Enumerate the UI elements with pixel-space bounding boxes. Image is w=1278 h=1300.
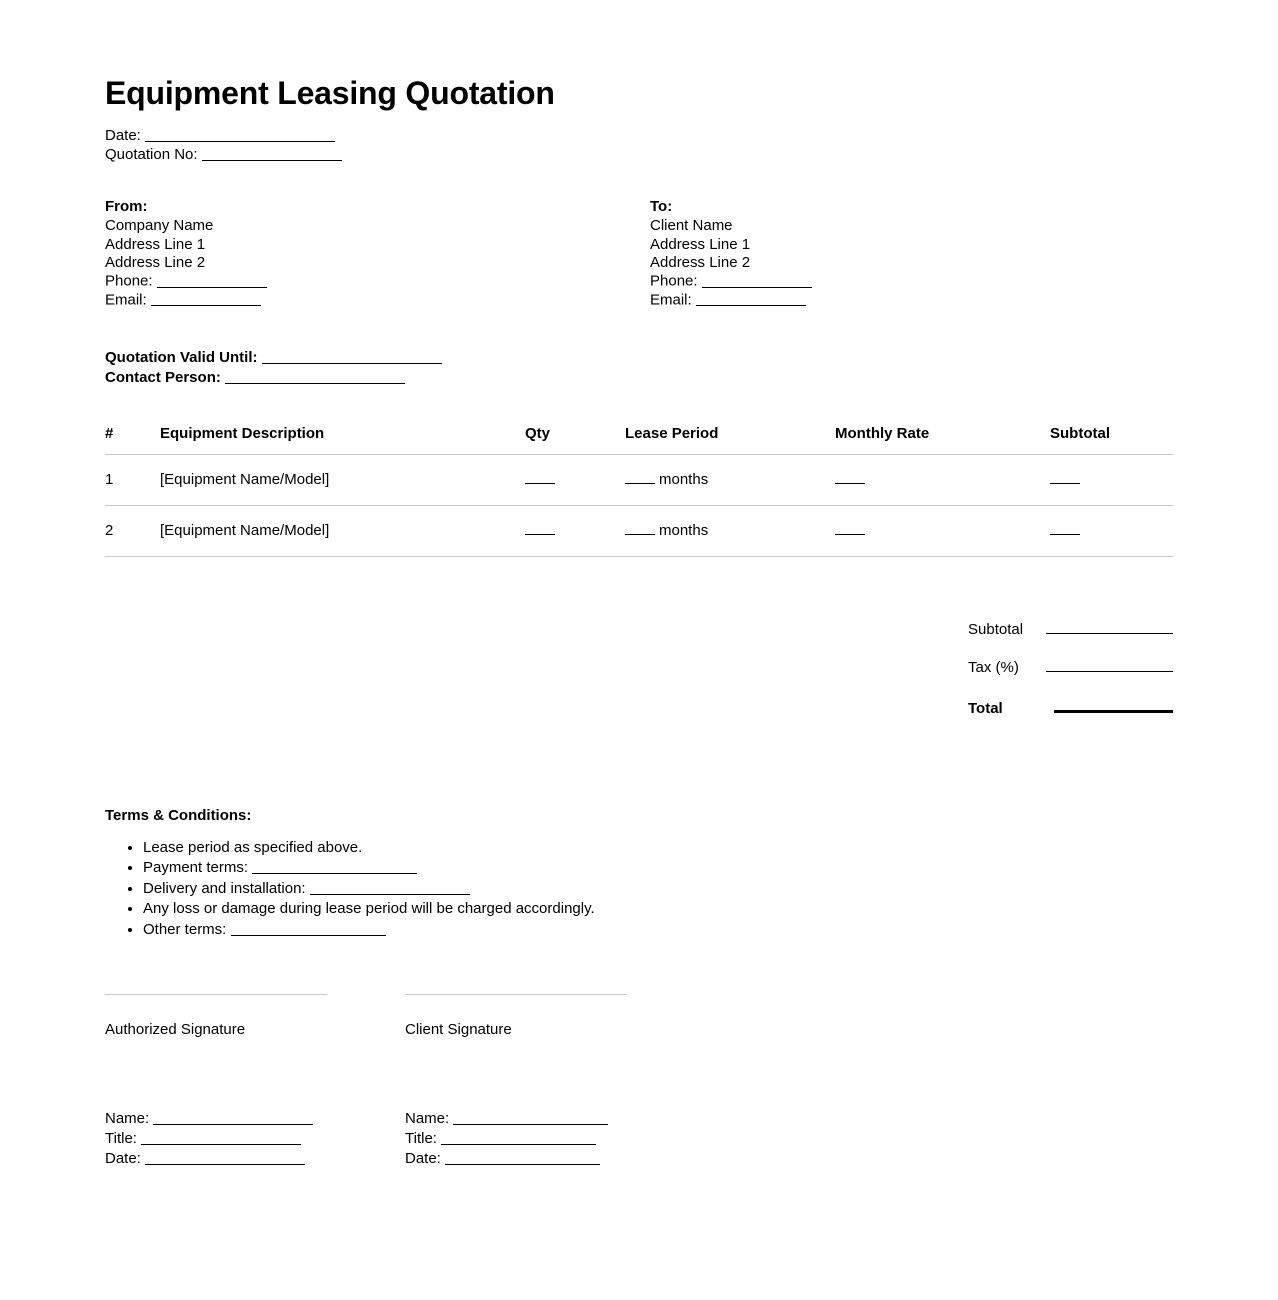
- row-description-cell[interactable]: [Equipment Name/Model]: [160, 506, 525, 557]
- client-signature-block: [405, 994, 627, 1038]
- column-header-monthly-rate: Monthly Rate: [835, 425, 1050, 455]
- row-lease-period-cell[interactable]: [625, 506, 835, 557]
- to-phone-row: [650, 272, 812, 291]
- row-number-cell: 2: [105, 506, 160, 557]
- valid-until-blank[interactable]: [262, 349, 442, 364]
- quotation-no-field-row: [105, 145, 1173, 164]
- from-company: Company Name: [105, 217, 214, 235]
- terms-list: [105, 838, 1173, 940]
- contact-person-blank[interactable]: [225, 368, 405, 383]
- column-header-subtotal: Subtotal: [1050, 425, 1173, 455]
- list-item: [143, 920, 1173, 940]
- contact-person-row: [105, 368, 1173, 388]
- from-address-line-1: Address Line 1: [105, 235, 206, 253]
- table-row: [105, 455, 1173, 506]
- terms-section: [105, 807, 1173, 940]
- term-text: Delivery and installation:: [143, 879, 306, 897]
- document-meta: [105, 126, 1173, 164]
- lease-period-unit: months: [659, 471, 709, 489]
- authorized-title-label: Title:: [105, 1130, 137, 1148]
- term-text: Other terms:: [143, 920, 227, 938]
- parties-section: [105, 198, 1173, 318]
- term-text: Lease period as specified above.: [143, 838, 363, 856]
- to-phone-label: Phone:: [650, 272, 698, 290]
- client-title-row: [405, 1129, 608, 1149]
- date-input-blank[interactable]: [145, 127, 335, 142]
- subtotal-blank[interactable]: [1050, 525, 1080, 535]
- row-lease-period-cell[interactable]: [625, 455, 835, 506]
- tax-row: [968, 658, 1173, 677]
- authorized-title-row: [105, 1129, 313, 1149]
- column-header-qty: Qty: [525, 425, 625, 455]
- subtotal-row: [968, 619, 1173, 638]
- column-header-number: #: [105, 425, 160, 455]
- tax-label: Tax (%): [968, 659, 1019, 677]
- row-monthly-rate-cell[interactable]: [835, 455, 1050, 506]
- row-description-cell[interactable]: [Equipment Name/Model]: [160, 455, 525, 506]
- client-signature-details: [405, 1109, 608, 1169]
- to-email-row: [650, 291, 812, 310]
- term-text: Any loss or damage during lease period will be charged accordingly.: [143, 900, 595, 918]
- subtotal-label: Subtotal: [968, 620, 1024, 638]
- from-heading: From:: [105, 198, 148, 216]
- client-name-row: [405, 1109, 608, 1129]
- signatures-section: [105, 994, 1173, 1054]
- client-name-label: Name:: [405, 1110, 450, 1128]
- lease-period-unit: months: [659, 522, 709, 540]
- authorized-title-blank[interactable]: [141, 1130, 301, 1145]
- row-qty-cell[interactable]: [525, 506, 625, 557]
- list-item: [143, 899, 1173, 919]
- row-number-cell: 1: [105, 455, 160, 506]
- list-item: [143, 838, 1173, 858]
- grand-total-row: [968, 696, 1173, 717]
- table-row: [105, 506, 1173, 557]
- lease-period-blank[interactable]: [625, 474, 655, 484]
- from-phone-blank[interactable]: [157, 272, 267, 287]
- contact-person-label: Contact Person:: [105, 368, 221, 386]
- quotation-no-input-blank[interactable]: [202, 146, 342, 161]
- to-email-blank[interactable]: [696, 291, 806, 306]
- date-label: Date:: [105, 126, 141, 144]
- totals-section: [105, 619, 1173, 717]
- quotation-no-label: Quotation No:: [105, 145, 198, 163]
- authorized-date-label: Date:: [105, 1150, 141, 1168]
- authorized-name-label: Name:: [105, 1110, 150, 1128]
- client-date-blank[interactable]: [445, 1150, 600, 1165]
- total-value-blank[interactable]: [1054, 696, 1173, 713]
- date-field-row: [105, 126, 1173, 145]
- row-monthly-rate-cell[interactable]: [835, 506, 1050, 557]
- authorized-date-blank[interactable]: [145, 1150, 305, 1165]
- signature-details-section: [105, 1109, 1173, 1179]
- terms-heading: Terms & Conditions:: [105, 806, 252, 824]
- subtotal-blank[interactable]: [1050, 474, 1080, 484]
- client-title-blank[interactable]: [441, 1130, 596, 1145]
- from-block: [105, 198, 267, 309]
- monthly-rate-blank[interactable]: [835, 525, 865, 535]
- qty-blank[interactable]: [525, 525, 555, 535]
- delivery-installation-blank[interactable]: [310, 879, 470, 894]
- from-address-line-2: Address Line 2: [105, 254, 206, 272]
- column-header-description: Equipment Description: [160, 425, 525, 455]
- authorized-signature-block: [105, 994, 327, 1038]
- authorized-name-blank[interactable]: [153, 1110, 313, 1125]
- validity-section: [105, 348, 1173, 387]
- from-email-blank[interactable]: [151, 291, 261, 306]
- client-name-blank[interactable]: [453, 1110, 608, 1125]
- list-item: [143, 879, 1173, 899]
- authorized-signature-line[interactable]: [105, 994, 327, 995]
- from-email-label: Email:: [105, 291, 147, 309]
- authorized-name-row: [105, 1109, 313, 1129]
- row-qty-cell[interactable]: [525, 455, 625, 506]
- client-date-label: Date:: [405, 1150, 441, 1168]
- row-subtotal-cell[interactable]: [1050, 506, 1173, 557]
- column-header-lease-period: Lease Period: [625, 425, 835, 455]
- other-terms-blank[interactable]: [231, 920, 386, 935]
- client-date-row: [405, 1149, 608, 1169]
- subtotal-value-blank[interactable]: [1046, 619, 1173, 634]
- list-item: [143, 858, 1173, 878]
- from-phone-label: Phone:: [105, 272, 153, 290]
- table-header-row: [105, 425, 1173, 455]
- to-block: [650, 198, 812, 309]
- to-email-label: Email:: [650, 291, 692, 309]
- to-company: Client Name: [650, 217, 733, 235]
- monthly-rate-blank[interactable]: [835, 474, 865, 484]
- tax-value-blank[interactable]: [1046, 658, 1173, 673]
- payment-terms-blank[interactable]: [252, 859, 417, 874]
- to-address-line-1: Address Line 1: [650, 235, 751, 253]
- authorized-date-row: [105, 1149, 313, 1169]
- page-title: Equipment Leasing Quotation: [105, 75, 555, 111]
- valid-until-row: [105, 348, 1173, 368]
- total-label: Total: [968, 699, 1003, 717]
- client-signature-line[interactable]: [405, 994, 627, 995]
- qty-blank[interactable]: [525, 474, 555, 484]
- to-address-line-2: Address Line 2: [650, 254, 751, 272]
- term-text: Payment terms:: [143, 859, 249, 877]
- to-phone-blank[interactable]: [702, 272, 812, 287]
- from-email-row: [105, 291, 267, 310]
- from-phone-row: [105, 272, 267, 291]
- lease-period-blank[interactable]: [625, 525, 655, 535]
- valid-until-label: Quotation Valid Until:: [105, 349, 258, 367]
- to-heading: To:: [650, 198, 673, 216]
- equipment-items-table: [105, 425, 1173, 557]
- authorized-signature-details: [105, 1109, 313, 1169]
- client-signature-label: Client Signature: [405, 1021, 512, 1039]
- client-title-label: Title:: [405, 1130, 437, 1148]
- authorized-signature-label: Authorized Signature: [105, 1021, 246, 1039]
- row-subtotal-cell[interactable]: [1050, 455, 1173, 506]
